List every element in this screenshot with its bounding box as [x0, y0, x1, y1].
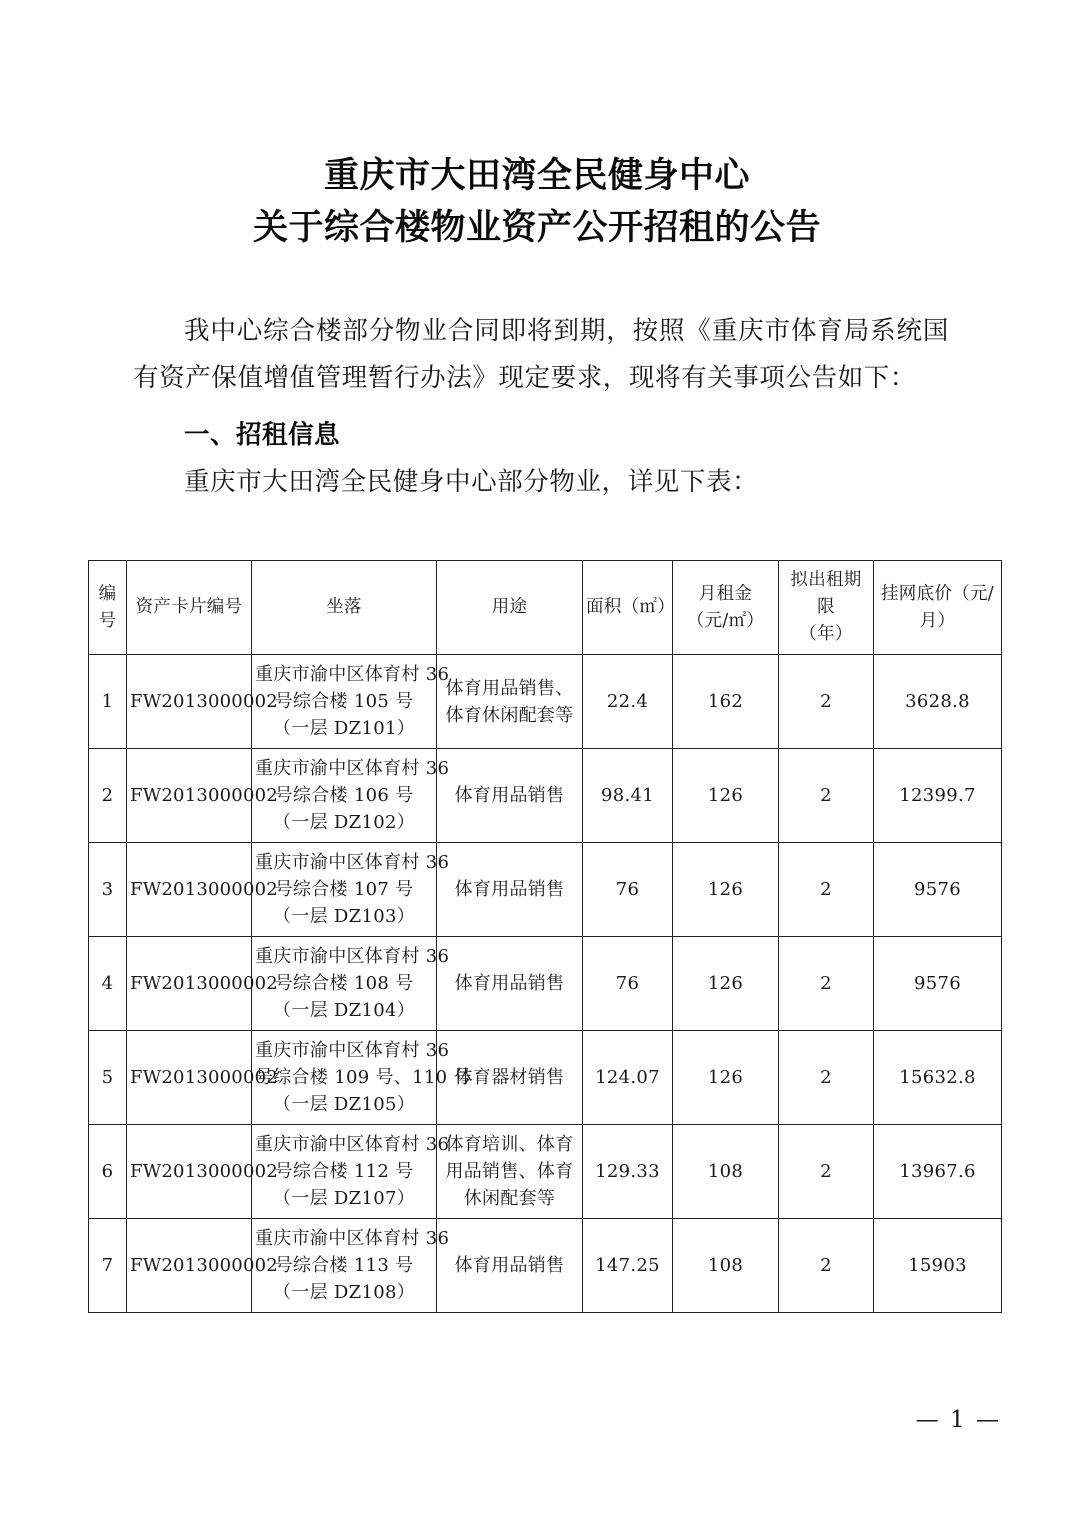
header-area: 面积（㎡）: [583, 561, 673, 655]
header-price-line-1: 挂网底价（元/: [881, 583, 994, 604]
cell-sequence: 1: [89, 655, 127, 749]
header-term-line-2: （年）: [799, 624, 853, 644]
table-body: [89, 655, 1002, 1313]
cell-sequence: 3: [89, 843, 127, 937]
usage-line: 体育用品销售: [454, 973, 565, 994]
cell-listing-price: 12399.7: [874, 749, 1002, 843]
cell-card-number: FW2013000002: [127, 749, 252, 843]
cell-lease-term: 2: [779, 843, 874, 937]
usage-line: 休闲配套等: [463, 1188, 556, 1209]
body-block: [133, 308, 949, 505]
cell-lease-term: 2: [779, 1125, 874, 1219]
cell-usage: [437, 749, 583, 843]
location-line: 号综合楼 106 号: [274, 785, 414, 806]
cell-area: 98.41: [583, 749, 673, 843]
header-seq-line-2: 号: [98, 610, 117, 631]
table-header-row: [89, 561, 1002, 655]
title-line-2: 关于综合楼物业资产公开招租的公告: [252, 207, 821, 248]
cell-sequence: 4: [89, 937, 127, 1031]
usage-line: 体育培训、体育: [445, 1134, 574, 1155]
header-card-number: 资产卡片编号: [127, 561, 252, 655]
cell-card-number: FW2013000002: [127, 843, 252, 937]
cell-listing-price: 13967.6: [874, 1125, 1002, 1219]
header-price-line-2: 月）: [919, 610, 956, 631]
cell-card-number: FW2013000002: [127, 655, 252, 749]
location-line: （一层 DZ103）: [272, 906, 416, 927]
cell-area: 147.25: [583, 1219, 673, 1313]
header-rent-line-2: （元/㎡）: [686, 610, 765, 631]
cell-monthly-rent: 126: [673, 937, 779, 1031]
cell-card-number: FW2013000002: [127, 937, 252, 1031]
header-seq-line-1: 编: [98, 583, 117, 604]
page-title: [0, 150, 1074, 254]
usage-line: 体育用品销售: [454, 1255, 565, 1276]
location-line: 号综合楼 105 号: [274, 691, 414, 712]
table-row: [89, 655, 1002, 749]
cell-usage: [437, 1031, 583, 1125]
cell-location: [252, 1219, 450, 1313]
location-line: （一层 DZ105）: [272, 1094, 416, 1115]
cell-usage: [437, 655, 583, 749]
cell-listing-price: 9576: [874, 843, 1002, 937]
header-monthly-rent: [673, 561, 779, 655]
cell-sequence: 6: [89, 1125, 127, 1219]
cell-location: [252, 937, 450, 1031]
location-line: 重庆市渝中区体育村 36: [255, 664, 450, 685]
cell-usage: [437, 937, 583, 1031]
page-number-footer: — 1 —: [915, 1407, 1001, 1433]
cell-card-number: FW2013000002: [127, 1219, 252, 1313]
usage-line: 体育用品销售: [454, 879, 565, 900]
cell-location: [252, 655, 450, 749]
location-line: （一层 DZ104）: [272, 1000, 416, 1021]
cell-listing-price: 15903: [874, 1219, 1002, 1313]
cell-sequence: 7: [89, 1219, 127, 1313]
cell-area: 124.07: [583, 1031, 673, 1125]
cell-area: 76: [583, 937, 673, 1031]
location-line: 号综合楼 109 号、110 号: [255, 1067, 472, 1088]
section-heading-1: 一、招租信息: [184, 420, 341, 450]
cell-card-number: FW2013000002: [127, 1031, 252, 1125]
cell-monthly-rent: 126: [673, 843, 779, 937]
rental-listings-table: [88, 560, 1002, 1313]
cell-sequence: 2: [89, 749, 127, 843]
header-location: 坐落: [252, 561, 437, 655]
table-row: [89, 749, 1002, 843]
cell-location: [252, 1125, 450, 1219]
cell-monthly-rent: 108: [673, 1219, 779, 1313]
usage-line: 体育用品销售: [454, 785, 565, 806]
location-line: 号综合楼 107 号: [274, 879, 414, 900]
cell-monthly-rent: 108: [673, 1125, 779, 1219]
cell-listing-price: 3628.8: [874, 655, 1002, 749]
location-line: 重庆市渝中区体育村 36: [255, 1040, 450, 1061]
location-line: （一层 DZ102）: [272, 812, 416, 833]
table-row: [89, 843, 1002, 937]
header-lease-term: [779, 561, 874, 655]
cell-lease-term: 2: [779, 1219, 874, 1313]
cell-lease-term: 2: [779, 749, 874, 843]
table-row: [89, 937, 1002, 1031]
table-row: [89, 1219, 1002, 1313]
cell-listing-price: 9576: [874, 937, 1002, 1031]
location-line: 重庆市渝中区体育村 36: [255, 758, 450, 779]
location-line: 重庆市渝中区体育村 36: [255, 946, 450, 967]
cell-location: [252, 1031, 472, 1125]
header-rent-line-1: 月租金: [698, 583, 753, 604]
header-listing-price: [874, 561, 1002, 655]
table-row: [89, 1125, 1002, 1219]
rental-table-container: [88, 560, 1001, 1313]
cell-usage: [437, 1219, 583, 1313]
header-seq: [89, 561, 127, 655]
title-line-1: 重庆市大田湾全民健身中心: [323, 155, 750, 196]
cell-lease-term: 2: [779, 655, 874, 749]
cell-monthly-rent: 126: [673, 1031, 779, 1125]
cell-monthly-rent: 162: [673, 655, 779, 749]
header-usage: 用途: [437, 561, 583, 655]
location-line: （一层 DZ108）: [272, 1282, 416, 1303]
intro-paragraph: 我中心综合楼部分物业合同即将到期，按照《重庆市体育局系统国有资产保值增值管理暂行办法》现定要求，现将有关事项公告如下：: [133, 316, 949, 393]
location-line: 号综合楼 113 号: [274, 1255, 414, 1276]
cell-card-number: FW2013000002: [127, 1125, 252, 1219]
location-line: 重庆市渝中区体育村 36: [255, 1134, 450, 1155]
cell-usage: [437, 843, 583, 937]
cell-lease-term: 2: [779, 937, 874, 1031]
table-row: [89, 1031, 1002, 1125]
location-line: 重庆市渝中区体育村 36: [255, 852, 450, 873]
cell-lease-term: 2: [779, 1031, 874, 1125]
table-lead-line: 重庆市大田湾全民健身中心部分物业，详见下表：: [184, 467, 759, 497]
usage-line: 体育休闲配套等: [445, 704, 574, 726]
location-line: （一层 DZ101）: [272, 718, 416, 739]
location-line: 重庆市渝中区体育村 36: [255, 1228, 450, 1249]
location-line: 号综合楼 108 号: [274, 973, 414, 994]
usage-line: 用品销售、体育: [445, 1161, 574, 1182]
location-line: 号综合楼 112 号: [274, 1161, 414, 1182]
cell-usage: [437, 1125, 583, 1219]
cell-location: [252, 843, 450, 937]
header-term-line-1: 拟出租期限: [790, 570, 862, 617]
cell-location: [252, 749, 450, 843]
cell-area: 129.33: [583, 1125, 673, 1219]
usage-line: 体育用品销售、: [445, 677, 574, 699]
cell-monthly-rent: 126: [673, 749, 779, 843]
cell-area: 22.4: [583, 655, 673, 749]
cell-sequence: 5: [89, 1031, 127, 1125]
location-line: （一层 DZ107）: [272, 1188, 416, 1209]
usage-line: 体育器材销售: [454, 1067, 565, 1088]
cell-area: 76: [583, 843, 673, 937]
cell-listing-price: 15632.8: [874, 1031, 1002, 1125]
